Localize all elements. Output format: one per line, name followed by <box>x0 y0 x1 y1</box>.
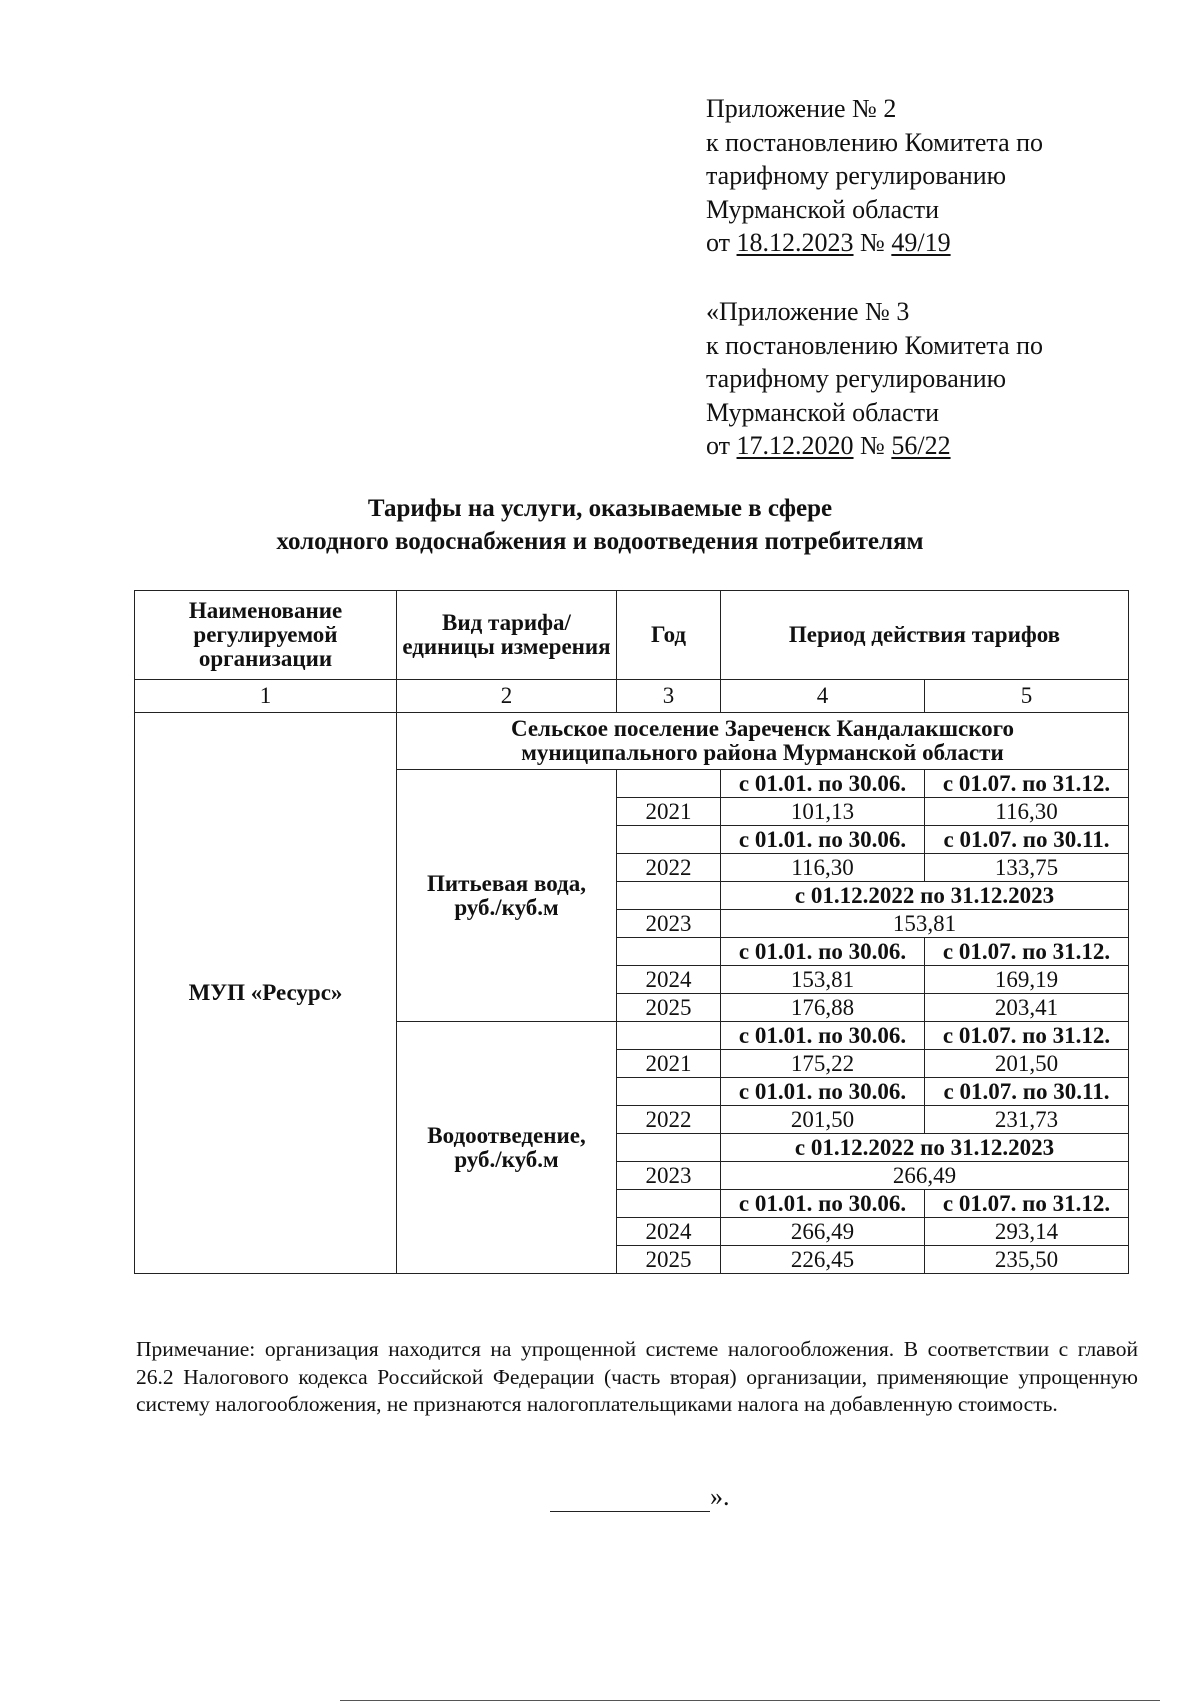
closing-quote: ». <box>710 1482 730 1511</box>
tariff-value-cell: 226,45 <box>721 1246 925 1274</box>
appendix-3-line3: тарифному регулированию <box>706 364 1007 393</box>
appendix-2-line3: тарифному регулированию <box>706 161 1007 190</box>
drinking-water-label-line-1: Питьевая вода, <box>427 870 586 896</box>
wastewater-label-line-2: руб./куб.м <box>454 1146 559 1172</box>
year-cell: 2023 <box>617 910 721 938</box>
appendix-2-date-line <box>706 226 1043 260</box>
period-cell: с 01.01. по 30.06. <box>721 770 925 798</box>
year-cell: 2025 <box>617 994 721 1022</box>
appendix-2-date-prefix: от <box>706 228 731 257</box>
table-header-row <box>135 591 1129 680</box>
tariff-value-cell: 101,13 <box>721 798 925 826</box>
appendix-3-title: «Приложение № 3 <box>706 297 910 326</box>
document-title <box>0 492 1200 558</box>
year-cell <box>617 1190 721 1218</box>
signature-blank <box>550 1487 710 1512</box>
appendix-2-title: Приложение № 2 <box>706 94 897 123</box>
period-cell: с 01.07. по 31.12. <box>925 1022 1129 1050</box>
period-cell: с 01.01. по 30.06. <box>721 826 925 854</box>
wastewater-label-cell <box>397 1022 617 1274</box>
appendix-2-header <box>706 92 1043 260</box>
column-number: 5 <box>925 680 1129 713</box>
wastewater-label-line-1: Водоотведение, <box>427 1122 586 1148</box>
appendix-3-number: 56/22 <box>891 431 951 460</box>
drinking-water-label-line-2: руб./куб.м <box>454 894 559 920</box>
year-cell: 2024 <box>617 1218 721 1246</box>
header-kind: Вид тарифа/единицы измерения <box>397 591 617 680</box>
appendix-3-number-prefix: № <box>860 431 885 460</box>
column-number: 3 <box>617 680 721 713</box>
tariff-value-cell: 116,30 <box>721 854 925 882</box>
header-period: Период действия тарифов <box>721 591 1129 680</box>
tariff-value-cell: 175,22 <box>721 1050 925 1078</box>
appendix-3-date-line <box>706 429 1043 463</box>
column-number: 2 <box>397 680 617 713</box>
title-line-1: Тарифы на услуги, оказываемые в сфере <box>367 495 833 522</box>
tariff-value-cell: 203,41 <box>925 994 1129 1022</box>
year-cell <box>617 1078 721 1106</box>
appendix-3-date-prefix: от <box>706 431 731 460</box>
period-cell: с 01.12.2022 по 31.12.2023 <box>721 882 1129 910</box>
appendix-3-line2: к постановлению Комитета по <box>706 330 1044 360</box>
region-cell <box>397 713 1129 770</box>
year-cell: 2025 <box>617 1246 721 1274</box>
header-year: Год <box>617 591 721 680</box>
year-cell: 2021 <box>617 1050 721 1078</box>
year-cell <box>617 770 721 798</box>
period-cell: с 01.12.2022 по 31.12.2023 <box>721 1134 1129 1162</box>
year-cell <box>617 938 721 966</box>
title-line-2: холодного водоснабжения и водоотведения потребителям <box>276 528 924 555</box>
tariff-value-cell: 153,81 <box>721 910 1129 938</box>
column-number: 4 <box>721 680 925 713</box>
year-cell <box>617 826 721 854</box>
appendix-2-number-prefix: № <box>860 228 885 257</box>
region-row <box>135 713 1129 770</box>
period-cell: с 01.07. по 31.12. <box>925 770 1129 798</box>
appendix-3-header <box>706 295 1043 463</box>
year-cell <box>617 882 721 910</box>
note-paragraph: Примечание: организация находится на упрощенной системе налогообложения. В соответствии с главой 26.2 Налогового кодекса Российской Федерации (часть вторая) организации, применяющие упрощенную систему налогообложения, не признаются налогоплательщиками налога на добавленную стоимость. <box>136 1337 1138 1416</box>
tariff-value-cell: 293,14 <box>925 1218 1129 1246</box>
appendix-2-line2: к постановлению Комитета по <box>706 127 1044 157</box>
year-cell <box>617 1022 721 1050</box>
header-org: Наименование регулируемой организации <box>135 591 397 680</box>
period-cell: с 01.07. по 30.11. <box>925 826 1129 854</box>
tariff-value-cell: 153,81 <box>721 966 925 994</box>
tariff-value-cell: 133,75 <box>925 854 1129 882</box>
region-line-1: Сельское поселение Зареченск Кандалакшского <box>510 716 1015 741</box>
region-line-2: муниципального района Мурманской области <box>521 740 1004 765</box>
column-number: 1 <box>135 680 397 713</box>
period-cell: с 01.01. по 30.06. <box>721 1022 925 1050</box>
appendix-3-date: 17.12.2020 <box>736 431 854 460</box>
period-cell: с 01.01. по 30.06. <box>721 938 925 966</box>
tariff-value-cell: 176,88 <box>721 994 925 1022</box>
appendix-2-line4: Мурманской области <box>706 194 939 224</box>
period-cell: с 01.07. по 31.12. <box>925 1190 1129 1218</box>
period-cell: с 01.07. по 31.12. <box>925 938 1129 966</box>
closing-line <box>550 1482 730 1512</box>
tariff-value-cell: 116,30 <box>925 798 1129 826</box>
drinking-water-label-cell <box>397 770 617 1022</box>
period-cell: с 01.07. по 30.11. <box>925 1078 1129 1106</box>
footer-rule <box>340 1700 1160 1701</box>
tariff-value-cell: 235,50 <box>925 1246 1129 1274</box>
year-cell: 2023 <box>617 1162 721 1190</box>
tariff-value-cell: 201,50 <box>925 1050 1129 1078</box>
year-cell: 2024 <box>617 966 721 994</box>
tariff-value-cell: 231,73 <box>925 1106 1129 1134</box>
column-number-row <box>135 680 1129 713</box>
period-cell: с 01.01. по 30.06. <box>721 1190 925 1218</box>
year-cell: 2021 <box>617 798 721 826</box>
tariff-value-cell: 266,49 <box>721 1162 1129 1190</box>
appendix-2-date: 18.12.2023 <box>736 228 854 257</box>
appendix-2-number: 49/19 <box>891 228 951 257</box>
period-cell: с 01.01. по 30.06. <box>721 1078 925 1106</box>
tariff-table <box>134 590 1129 1274</box>
tariff-value-cell: 169,19 <box>925 966 1129 994</box>
year-cell: 2022 <box>617 1106 721 1134</box>
tariff-value-cell: 266,49 <box>721 1218 925 1246</box>
year-cell: 2022 <box>617 854 721 882</box>
organization-cell: МУП «Ресурс» <box>135 713 397 1274</box>
tariff-value-cell: 201,50 <box>721 1106 925 1134</box>
year-cell <box>617 1134 721 1162</box>
appendix-3-line4: Мурманской области <box>706 397 939 427</box>
